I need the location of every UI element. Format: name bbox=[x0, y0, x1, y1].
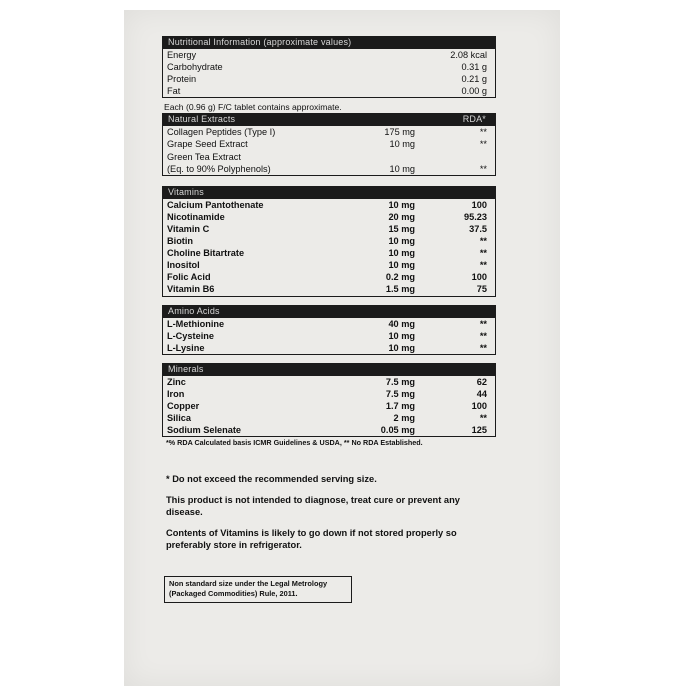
ingredient-amount: 10 mg bbox=[388, 236, 415, 247]
table-row bbox=[163, 211, 495, 223]
vitamins-header bbox=[162, 186, 496, 199]
ingredient-name: Zinc bbox=[167, 376, 186, 387]
table-row bbox=[163, 342, 495, 354]
ingredient-amount: 10 mg bbox=[388, 260, 415, 271]
table-row bbox=[163, 424, 495, 436]
table-row bbox=[163, 223, 495, 235]
ingredient-rda: ** bbox=[479, 342, 487, 353]
ingredient-rda: 100 bbox=[471, 199, 487, 210]
ingredient-name: Green Tea Extract bbox=[167, 151, 241, 162]
ingredient-rda: 125 bbox=[471, 425, 487, 436]
vitamins-table bbox=[162, 199, 496, 297]
ingredient-amount: 0.2 mg bbox=[385, 272, 415, 283]
table-row bbox=[163, 400, 495, 412]
ingredient-amount: 10 mg bbox=[388, 199, 415, 210]
ingredient-rda: 62 bbox=[476, 376, 487, 387]
nutrient-value: 0.00 g bbox=[461, 86, 487, 97]
ingredient-name: L-Methionine bbox=[167, 318, 225, 329]
table-row bbox=[163, 138, 495, 150]
nutrition-header-label: Nutritional Information (approximate values) bbox=[168, 37, 352, 47]
ingredient-amount: 175 mg bbox=[384, 127, 415, 138]
ingredient-amount: 7.5 mg bbox=[385, 388, 415, 399]
table-row bbox=[163, 259, 495, 271]
ingredient-rda: ** bbox=[479, 248, 487, 259]
ingredient-amount: 7.5 mg bbox=[385, 376, 415, 387]
ingredient-name: Biotin bbox=[167, 236, 194, 247]
nutrient-name: Energy bbox=[167, 50, 197, 60]
table-row bbox=[163, 235, 495, 247]
ingredient-rda: 100 bbox=[471, 272, 487, 283]
vitamins-section bbox=[162, 186, 496, 297]
ingredient-rda: ** bbox=[479, 330, 487, 341]
table-row bbox=[163, 126, 495, 138]
nutrition-table bbox=[162, 49, 496, 98]
label-content bbox=[162, 36, 496, 603]
ingredient-name: Copper bbox=[167, 400, 200, 411]
ingredient-amount: 1.5 mg bbox=[385, 284, 415, 295]
ingredient-name: Folic Acid bbox=[167, 272, 211, 283]
amino-acids-section bbox=[162, 305, 496, 355]
ingredient-amount: 15 mg bbox=[388, 223, 415, 234]
nutrition-header bbox=[162, 36, 496, 49]
ingredient-rda: ** bbox=[479, 260, 487, 271]
nutrition-section bbox=[162, 36, 496, 98]
amino-acids-header-label: Amino Acids bbox=[168, 305, 220, 316]
table-row bbox=[163, 49, 495, 61]
warning-serving-size: * Do not exceed the recommended serving size. bbox=[166, 474, 377, 485]
ingredient-rda: 75 bbox=[476, 284, 487, 295]
table-row bbox=[163, 376, 495, 388]
ingredient-amount: 40 mg bbox=[388, 318, 415, 329]
ingredient-name: Choline Bitartrate bbox=[167, 248, 245, 259]
ingredient-rda: ** bbox=[479, 236, 487, 247]
table-row bbox=[163, 73, 495, 85]
minerals-section bbox=[162, 363, 496, 437]
ingredient-amount: 20 mg bbox=[388, 211, 415, 222]
table-row bbox=[163, 271, 495, 283]
tablet-note: Each (0.96 g) F/C tablet contains approximate. bbox=[164, 102, 342, 113]
table-row bbox=[163, 151, 495, 163]
table-row bbox=[163, 412, 495, 424]
table-row bbox=[163, 247, 495, 259]
natural-extracts-section bbox=[162, 113, 496, 175]
ingredient-name: Vitamin C bbox=[167, 223, 210, 234]
table-row bbox=[163, 330, 495, 342]
ingredient-rda: 95.23 bbox=[464, 211, 487, 222]
table-row bbox=[163, 318, 495, 330]
ingredient-name: (Eq. to 90% Polyphenols) bbox=[167, 163, 271, 174]
ingredient-amount bbox=[317, 151, 415, 163]
warnings-block bbox=[162, 473, 496, 552]
ingredient-rda: 100 bbox=[471, 400, 487, 411]
ingredient-amount: 10 mg bbox=[389, 163, 415, 174]
minerals-table bbox=[162, 376, 496, 437]
ingredient-rda: ** bbox=[479, 163, 487, 174]
natural-extracts-header-label: Natural Extracts bbox=[168, 114, 236, 125]
nutrient-name: Carbohydrate bbox=[167, 62, 223, 73]
ingredient-name: Vitamin B6 bbox=[167, 284, 215, 295]
table-row bbox=[163, 163, 495, 175]
ingredient-name: Sodium Selenate bbox=[167, 425, 242, 436]
table-row bbox=[163, 283, 495, 295]
ingredient-name: Calcium Pantothenate bbox=[167, 199, 264, 210]
legal-metrology-box: Non standard size under the Legal Metrology (Packaged Commodities) Rule, 2011. bbox=[164, 576, 352, 603]
table-row bbox=[163, 85, 495, 97]
ingredient-name: L-Cysteine bbox=[167, 330, 214, 341]
warning-disclaimer: This product is not intended to diagnose, treat cure or prevent any disease. bbox=[166, 494, 460, 518]
label-paper bbox=[124, 10, 560, 686]
ingredient-name: Inositol bbox=[167, 260, 200, 271]
ingredient-name: Nicotinamide bbox=[167, 211, 225, 222]
ingredient-name: Collagen Peptides (Type I) bbox=[167, 127, 276, 138]
natural-extracts-table bbox=[162, 126, 496, 175]
amino-acids-table bbox=[162, 318, 496, 355]
ingredient-rda: 44 bbox=[476, 388, 487, 399]
nutrient-name: Protein bbox=[167, 74, 197, 85]
nutrient-name: Fat bbox=[167, 86, 181, 97]
ingredient-amount: 2 mg bbox=[393, 413, 415, 424]
rda-footnote: *% RDA Calculated basis ICMR Guidelines & USDA, ** No RDA Established. bbox=[166, 438, 423, 448]
ingredient-name: Grape Seed Extract bbox=[167, 139, 248, 150]
nutrient-value: 2.08 kcal bbox=[450, 50, 487, 60]
ingredient-rda: 37.5 bbox=[469, 223, 487, 234]
ingredient-amount: 10 mg bbox=[388, 330, 415, 341]
ingredient-amount: 10 mg bbox=[388, 248, 415, 259]
nutrient-value: 0.31 g bbox=[461, 62, 487, 73]
vitamins-header-label: Vitamins bbox=[168, 186, 204, 197]
ingredient-amount: 0.05 mg bbox=[380, 425, 415, 436]
warning-storage: Contents of Vitamins is likely to go down if not stored properly so preferably store in refrigerator. bbox=[166, 527, 457, 551]
minerals-header bbox=[162, 363, 496, 376]
table-row bbox=[163, 199, 495, 211]
ingredient-rda: ** bbox=[479, 318, 487, 329]
amino-acids-header bbox=[162, 305, 496, 318]
ingredient-amount: 10 mg bbox=[389, 139, 415, 150]
ingredient-name: L-Lysine bbox=[167, 342, 205, 353]
ingredient-rda bbox=[415, 151, 487, 163]
ingredient-name: Silica bbox=[167, 413, 192, 424]
ingredient-rda: ** bbox=[479, 127, 487, 138]
natural-extracts-header bbox=[162, 113, 496, 126]
ingredient-rda: ** bbox=[479, 413, 487, 424]
ingredient-rda: ** bbox=[479, 139, 487, 150]
rda-column-header: RDA* bbox=[462, 114, 486, 125]
ingredient-amount: 10 mg bbox=[388, 342, 415, 353]
ingredient-amount: 1.7 mg bbox=[385, 400, 415, 411]
ingredient-name: Iron bbox=[167, 388, 185, 399]
nutrient-value: 0.21 g bbox=[461, 74, 487, 85]
table-row bbox=[163, 388, 495, 400]
minerals-header-label: Minerals bbox=[168, 363, 204, 374]
table-row bbox=[163, 61, 495, 73]
